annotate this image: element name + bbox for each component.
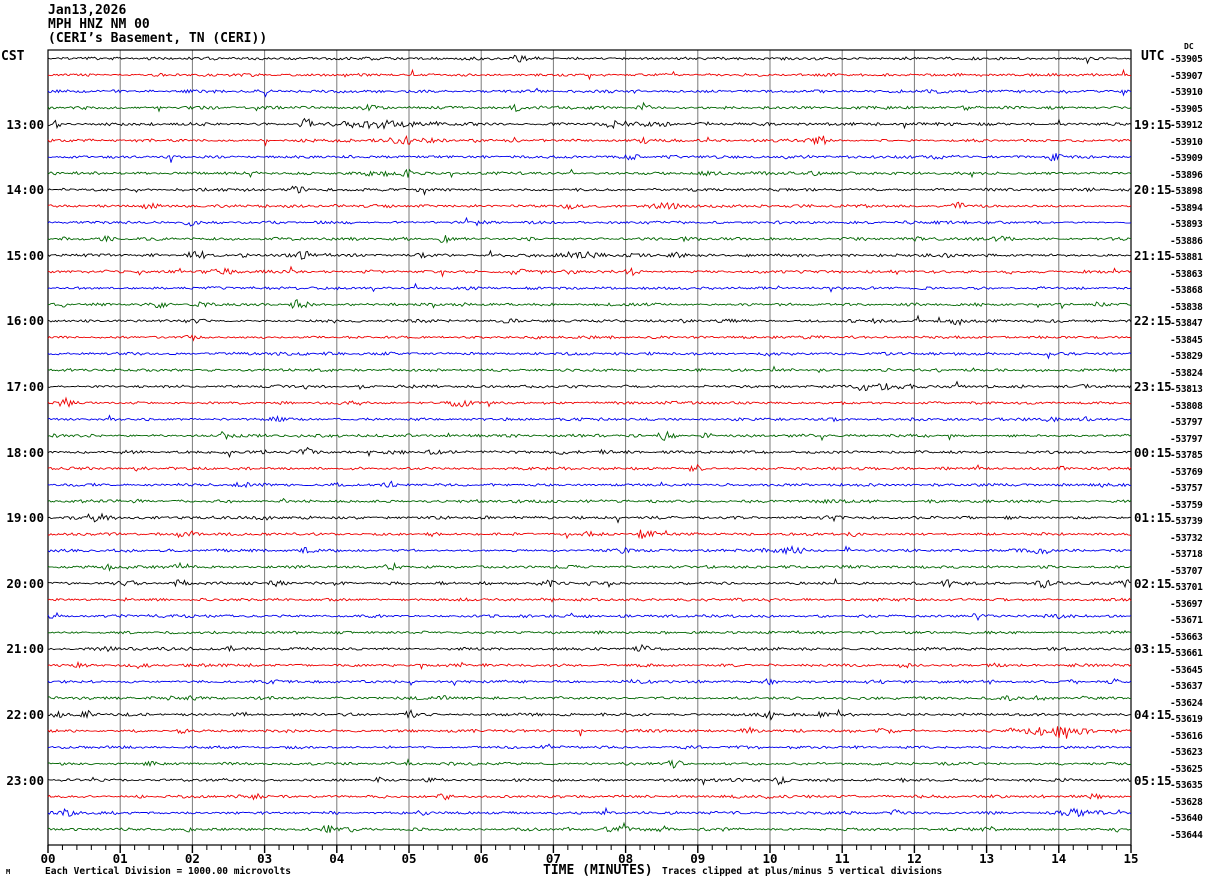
- dc-value: -53868: [1170, 285, 1203, 296]
- trace-row: [48, 465, 1131, 471]
- dc-value: -53813: [1170, 384, 1203, 395]
- x-axis-title: TIME (MINUTES): [543, 863, 653, 878]
- trace-row: [48, 352, 1131, 358]
- trace-row: [48, 186, 1131, 194]
- x-tick-label: 12: [906, 851, 922, 866]
- dc-value: -53905: [1170, 54, 1203, 65]
- left-axis-title: CST: [1, 49, 25, 64]
- plot-border: [48, 50, 1131, 845]
- dc-value: -53797: [1170, 433, 1203, 445]
- dc-value: -53829: [1170, 351, 1203, 362]
- trace-row: [48, 367, 1131, 373]
- cst-time-label: 18:00: [6, 444, 44, 460]
- cst-time-label: 16:00: [6, 313, 44, 329]
- trace-row: [48, 598, 1131, 602]
- dc-value: -53910: [1170, 136, 1203, 148]
- dc-value: -53623: [1170, 747, 1203, 758]
- dc-value: -53739: [1170, 516, 1203, 527]
- trace-row: [48, 631, 1131, 634]
- trace-row: [48, 136, 1131, 145]
- dc-value: -53732: [1170, 532, 1203, 544]
- cst-time-label: 21:00: [6, 641, 44, 657]
- dc-value: -53701: [1170, 582, 1203, 593]
- x-tick-label: 09: [690, 851, 706, 866]
- trace-row: [48, 103, 1131, 112]
- x-tick-label: 14: [1051, 851, 1067, 866]
- dc-value: -53624: [1170, 697, 1203, 709]
- dc-column-label: DC: [1184, 42, 1194, 51]
- cst-time-label: 17:00: [6, 379, 44, 394]
- corner-mark: M: [6, 868, 11, 876]
- trace-row: [48, 170, 1131, 178]
- trace-row: [48, 218, 1131, 226]
- dc-value: -53663: [1170, 631, 1203, 643]
- cst-time-label: 22:00: [6, 707, 44, 722]
- x-tick-label: 08: [618, 851, 634, 866]
- utc-time-label: 05:15: [1134, 772, 1172, 788]
- x-tick-label: 11: [834, 851, 850, 866]
- trace-row: [48, 645, 1131, 652]
- trace-row: [48, 777, 1131, 784]
- trace-row: [48, 514, 1131, 523]
- dc-value: -53896: [1170, 169, 1203, 181]
- dc-value: -53881: [1170, 252, 1203, 263]
- trace-row: [48, 316, 1131, 325]
- trace-row: [48, 613, 1131, 620]
- trace-row: [48, 416, 1131, 422]
- dc-value: -53909: [1170, 153, 1203, 164]
- dc-value: -53845: [1170, 334, 1203, 346]
- trace-row: [48, 563, 1131, 570]
- dc-value: -53824: [1170, 367, 1203, 379]
- dc-value: -53893: [1170, 219, 1203, 230]
- x-tick-label: 01: [112, 851, 128, 866]
- dc-value: -53661: [1170, 648, 1203, 659]
- trace-row: [48, 662, 1131, 668]
- dc-value: -53616: [1170, 730, 1203, 742]
- dc-value: -53808: [1170, 400, 1203, 412]
- utc-time-label: 20:15: [1134, 182, 1172, 198]
- dc-value: -53635: [1170, 780, 1203, 791]
- x-tick-label: 04: [329, 851, 345, 866]
- right-axis-title: UTC: [1141, 49, 1165, 64]
- trace-row: [48, 499, 1131, 503]
- utc-time-label: 23:15: [1134, 379, 1172, 394]
- trace-row: [48, 55, 1131, 63]
- utc-time-label: 00:15: [1134, 444, 1172, 460]
- x-tick-label: 00: [40, 851, 56, 866]
- utc-time-label: 01:15: [1134, 510, 1172, 526]
- x-tick-label: 10: [762, 851, 778, 866]
- trace-row: [48, 202, 1131, 209]
- trace-row: [48, 398, 1131, 407]
- x-tick-label: 06: [473, 851, 489, 866]
- trace-row: [48, 119, 1131, 129]
- trace-row: [48, 335, 1131, 340]
- cst-time-label: 23:00: [6, 772, 44, 788]
- dc-value: -53785: [1170, 450, 1203, 461]
- x-tick-label: 02: [184, 851, 200, 866]
- trace-row: [48, 547, 1131, 554]
- trace-row: [48, 153, 1131, 162]
- trace-row: [48, 579, 1131, 588]
- trace-row: [48, 679, 1131, 685]
- scale-note: Each Vertical Division = 1000.00 microvolts: [45, 866, 291, 877]
- trace-row: [48, 823, 1131, 832]
- x-tick-label: 13: [979, 851, 995, 866]
- dc-value: -53671: [1170, 615, 1203, 626]
- dc-value: -53645: [1170, 664, 1203, 676]
- trace-row: [48, 726, 1131, 738]
- dc-value: -53619: [1170, 714, 1203, 725]
- trace-row: [48, 235, 1131, 242]
- trace-row: [48, 432, 1131, 441]
- trace-row: [48, 251, 1131, 259]
- dc-value: -53910: [1170, 87, 1203, 98]
- dc-value: -53759: [1170, 499, 1203, 511]
- dc-value: -53905: [1170, 103, 1203, 115]
- x-tick-label: 05: [401, 851, 417, 866]
- dc-value: -53769: [1170, 466, 1203, 478]
- trace-row: [48, 382, 1131, 391]
- trace-row: [48, 300, 1131, 309]
- trace-row: [48, 70, 1131, 79]
- utc-time-label: 19:15: [1134, 116, 1172, 132]
- utc-time-label: 22:15: [1134, 313, 1172, 329]
- dc-value: -53894: [1170, 202, 1203, 214]
- dc-value: -53797: [1170, 417, 1203, 428]
- page-title-station: MPH HNZ NM 00: [48, 17, 150, 32]
- trace-row: [48, 808, 1131, 816]
- dc-value: -53757: [1170, 483, 1203, 494]
- trace-row: [48, 284, 1131, 292]
- x-tick-label: 03: [257, 851, 273, 866]
- trace-row: [48, 744, 1131, 749]
- dc-value: -53628: [1170, 796, 1203, 808]
- dc-value: -53912: [1170, 120, 1203, 131]
- trace-row: [48, 760, 1131, 768]
- dc-value: -53644: [1170, 829, 1203, 841]
- cst-time-label: 14:00: [6, 182, 44, 198]
- trace-row: [48, 794, 1131, 800]
- dc-value: -53898: [1170, 186, 1203, 197]
- utc-time-label: 04:15: [1134, 707, 1172, 722]
- cst-time-label: 19:00: [6, 510, 44, 526]
- dc-value: -53697: [1170, 598, 1203, 610]
- trace-row: [48, 696, 1131, 701]
- page-title-date: Jan13,2026: [48, 3, 127, 18]
- utc-time-label: 03:15: [1134, 641, 1172, 657]
- utc-time-label: 02:15: [1134, 575, 1172, 591]
- clip-note: Traces clipped at plus/minus 5 vertical divisions: [662, 866, 943, 877]
- dc-value: -53847: [1170, 318, 1203, 329]
- cst-time-label: 20:00: [6, 575, 44, 591]
- trace-row: [48, 448, 1131, 457]
- dc-value: -53907: [1170, 70, 1203, 82]
- x-tick-label: 07: [545, 851, 561, 866]
- x-tick-label: 15: [1123, 851, 1139, 866]
- trace-row: [48, 88, 1131, 96]
- dc-value: -53718: [1170, 549, 1203, 560]
- dc-value: -53637: [1170, 681, 1203, 692]
- dc-value: -53863: [1170, 268, 1203, 280]
- utc-time-label: 21:15: [1134, 247, 1172, 263]
- trace-row: [48, 481, 1131, 487]
- dc-value: -53640: [1170, 813, 1203, 824]
- cst-time-label: 15:00: [6, 247, 44, 263]
- dc-value: -53625: [1170, 763, 1203, 775]
- page-title-location: (CERI’s Basement, TN (CERI)): [48, 31, 268, 46]
- trace-row: [48, 267, 1131, 276]
- dc-value: -53886: [1170, 235, 1203, 247]
- dc-value: -53838: [1170, 301, 1203, 313]
- trace-row: [48, 530, 1131, 539]
- dc-value: -53707: [1170, 565, 1203, 577]
- cst-time-label: 13:00: [6, 116, 44, 132]
- trace-row: [48, 710, 1131, 720]
